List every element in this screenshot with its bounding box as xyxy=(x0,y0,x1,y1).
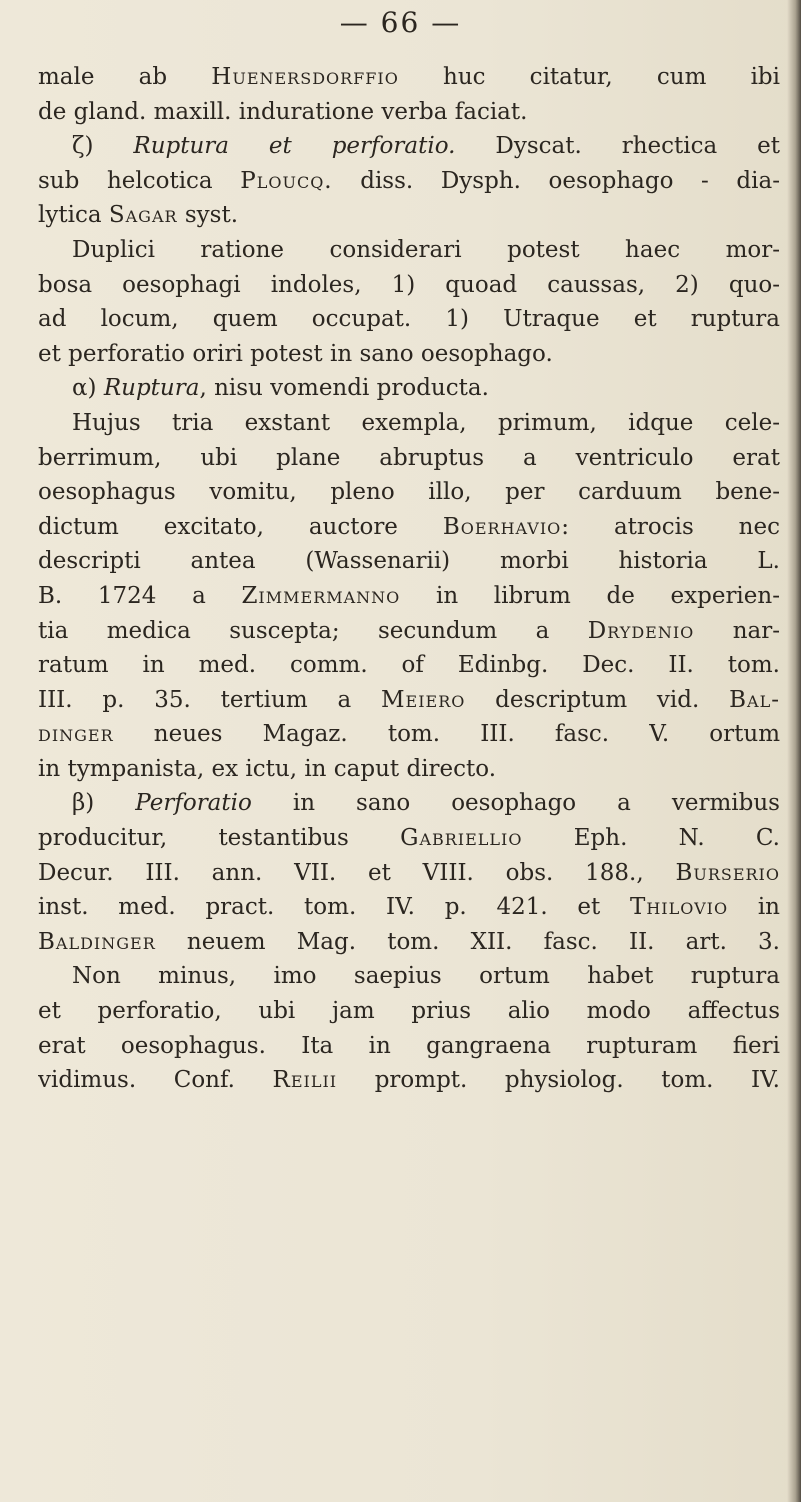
text-line: ad locum, quem occupat. 1) Utraque et ruptura xyxy=(38,306,780,333)
text-line: ratum in med. comm. of Edinbg. Dec. II. tom. xyxy=(38,652,780,679)
text-line: male ab Huenersdorffio huc citatur, cum ibi xyxy=(38,64,780,90)
author-name: Baldinger xyxy=(38,928,156,955)
author-name: Thilovio xyxy=(630,894,729,921)
text-line: sub helcotica Ploucq. diss. Dysph. oesophago - dia- xyxy=(38,167,780,194)
author-name: Sagar xyxy=(108,202,178,229)
text-line: in tympanista, ex ictu, in caput directo. xyxy=(38,755,497,782)
text-line: tia medica suscepta; secundum a Drydenio nar- xyxy=(38,617,780,644)
text-line: oesophagus vomitu, pleno illo, per carduum bene- xyxy=(38,479,780,506)
section-heading-zeta: ζ) Ruptura et perforatio. Dyscat. rhectica et xyxy=(72,133,780,160)
text-line: B. 1724 a Zimmermanno in librum de experien- xyxy=(38,582,780,609)
section-heading-alpha: α) Ruptura, nisu vomendi producta. xyxy=(72,375,489,402)
text-line: inst. med. pract. tom. IV. p. 421. et Thilovio in xyxy=(38,894,780,921)
text-line: descripti antea (Wassenarii) morbi historia L. xyxy=(38,548,780,575)
text-line: lytica Sagar syst. xyxy=(38,202,239,229)
text-line: Baldinger neuem Mag. tom. XII. fasc. II. art. 3. xyxy=(38,928,780,955)
paragraph-start: Duplici ratione considerari potest haec mor- xyxy=(72,236,780,263)
text-line: vidimus. Conf. Reilii prompt. physiolog. tom. IV. xyxy=(38,1067,780,1094)
page-edge-shadow xyxy=(787,0,801,1502)
text-line: et perforatio, ubi jam prius alio modo affectus xyxy=(38,998,780,1025)
text-line: de gland. maxill. induratione verba faciat. xyxy=(38,98,528,125)
text-line: berrimum, ubi plane abruptus a ventriculo erat xyxy=(38,444,780,471)
text-line: producitur, testantibus Gabriellio Eph. N. C. xyxy=(38,825,780,852)
author-name: Drydenio xyxy=(587,617,695,644)
body-text xyxy=(38,60,780,1098)
paragraph-start: Non minus, imo saepius ortum habet ruptura xyxy=(72,963,780,990)
paragraph-start: Hujus tria exstant exempla, primum, idque cele- xyxy=(72,409,780,436)
author-name: dinger xyxy=(38,721,114,748)
text-line: Decur. III. ann. VII. et VIII. obs. 188., Burserio xyxy=(38,859,780,886)
section-heading-beta: β) Perforatio in sano oesophago a vermibus xyxy=(72,790,780,817)
text-line: dinger neues Magaz. tom. III. fasc. V. ortum xyxy=(38,721,780,748)
text-line: dictum excitato, auctore Boerhavio: atrocis nec xyxy=(38,513,780,540)
text-line: III. p. 35. tertium a Meiero descriptum vid. Bal- xyxy=(38,686,780,713)
author-name: Bal- xyxy=(729,686,780,713)
text-line: bosa oesophagi indoles, 1) quoad caussas, 2) quo- xyxy=(38,271,780,298)
author-name: Burserio xyxy=(675,859,780,886)
author-name: Meiero xyxy=(380,686,466,713)
author-name: Zimmermanno xyxy=(241,582,401,609)
author-name: Reilii xyxy=(272,1067,338,1094)
author-name: Huenersdorffio xyxy=(211,64,399,90)
author-name: Gabriellio xyxy=(400,825,523,852)
text-line: erat oesophagus. Ita in gangraena rupturam fieri xyxy=(38,1032,780,1059)
author-name: Boerhavio xyxy=(442,513,562,540)
author-name: Ploucq. xyxy=(240,167,333,194)
page-number: — 66 — xyxy=(339,6,462,39)
text-line: et perforatio oriri potest in sano oesophago. xyxy=(38,340,553,367)
